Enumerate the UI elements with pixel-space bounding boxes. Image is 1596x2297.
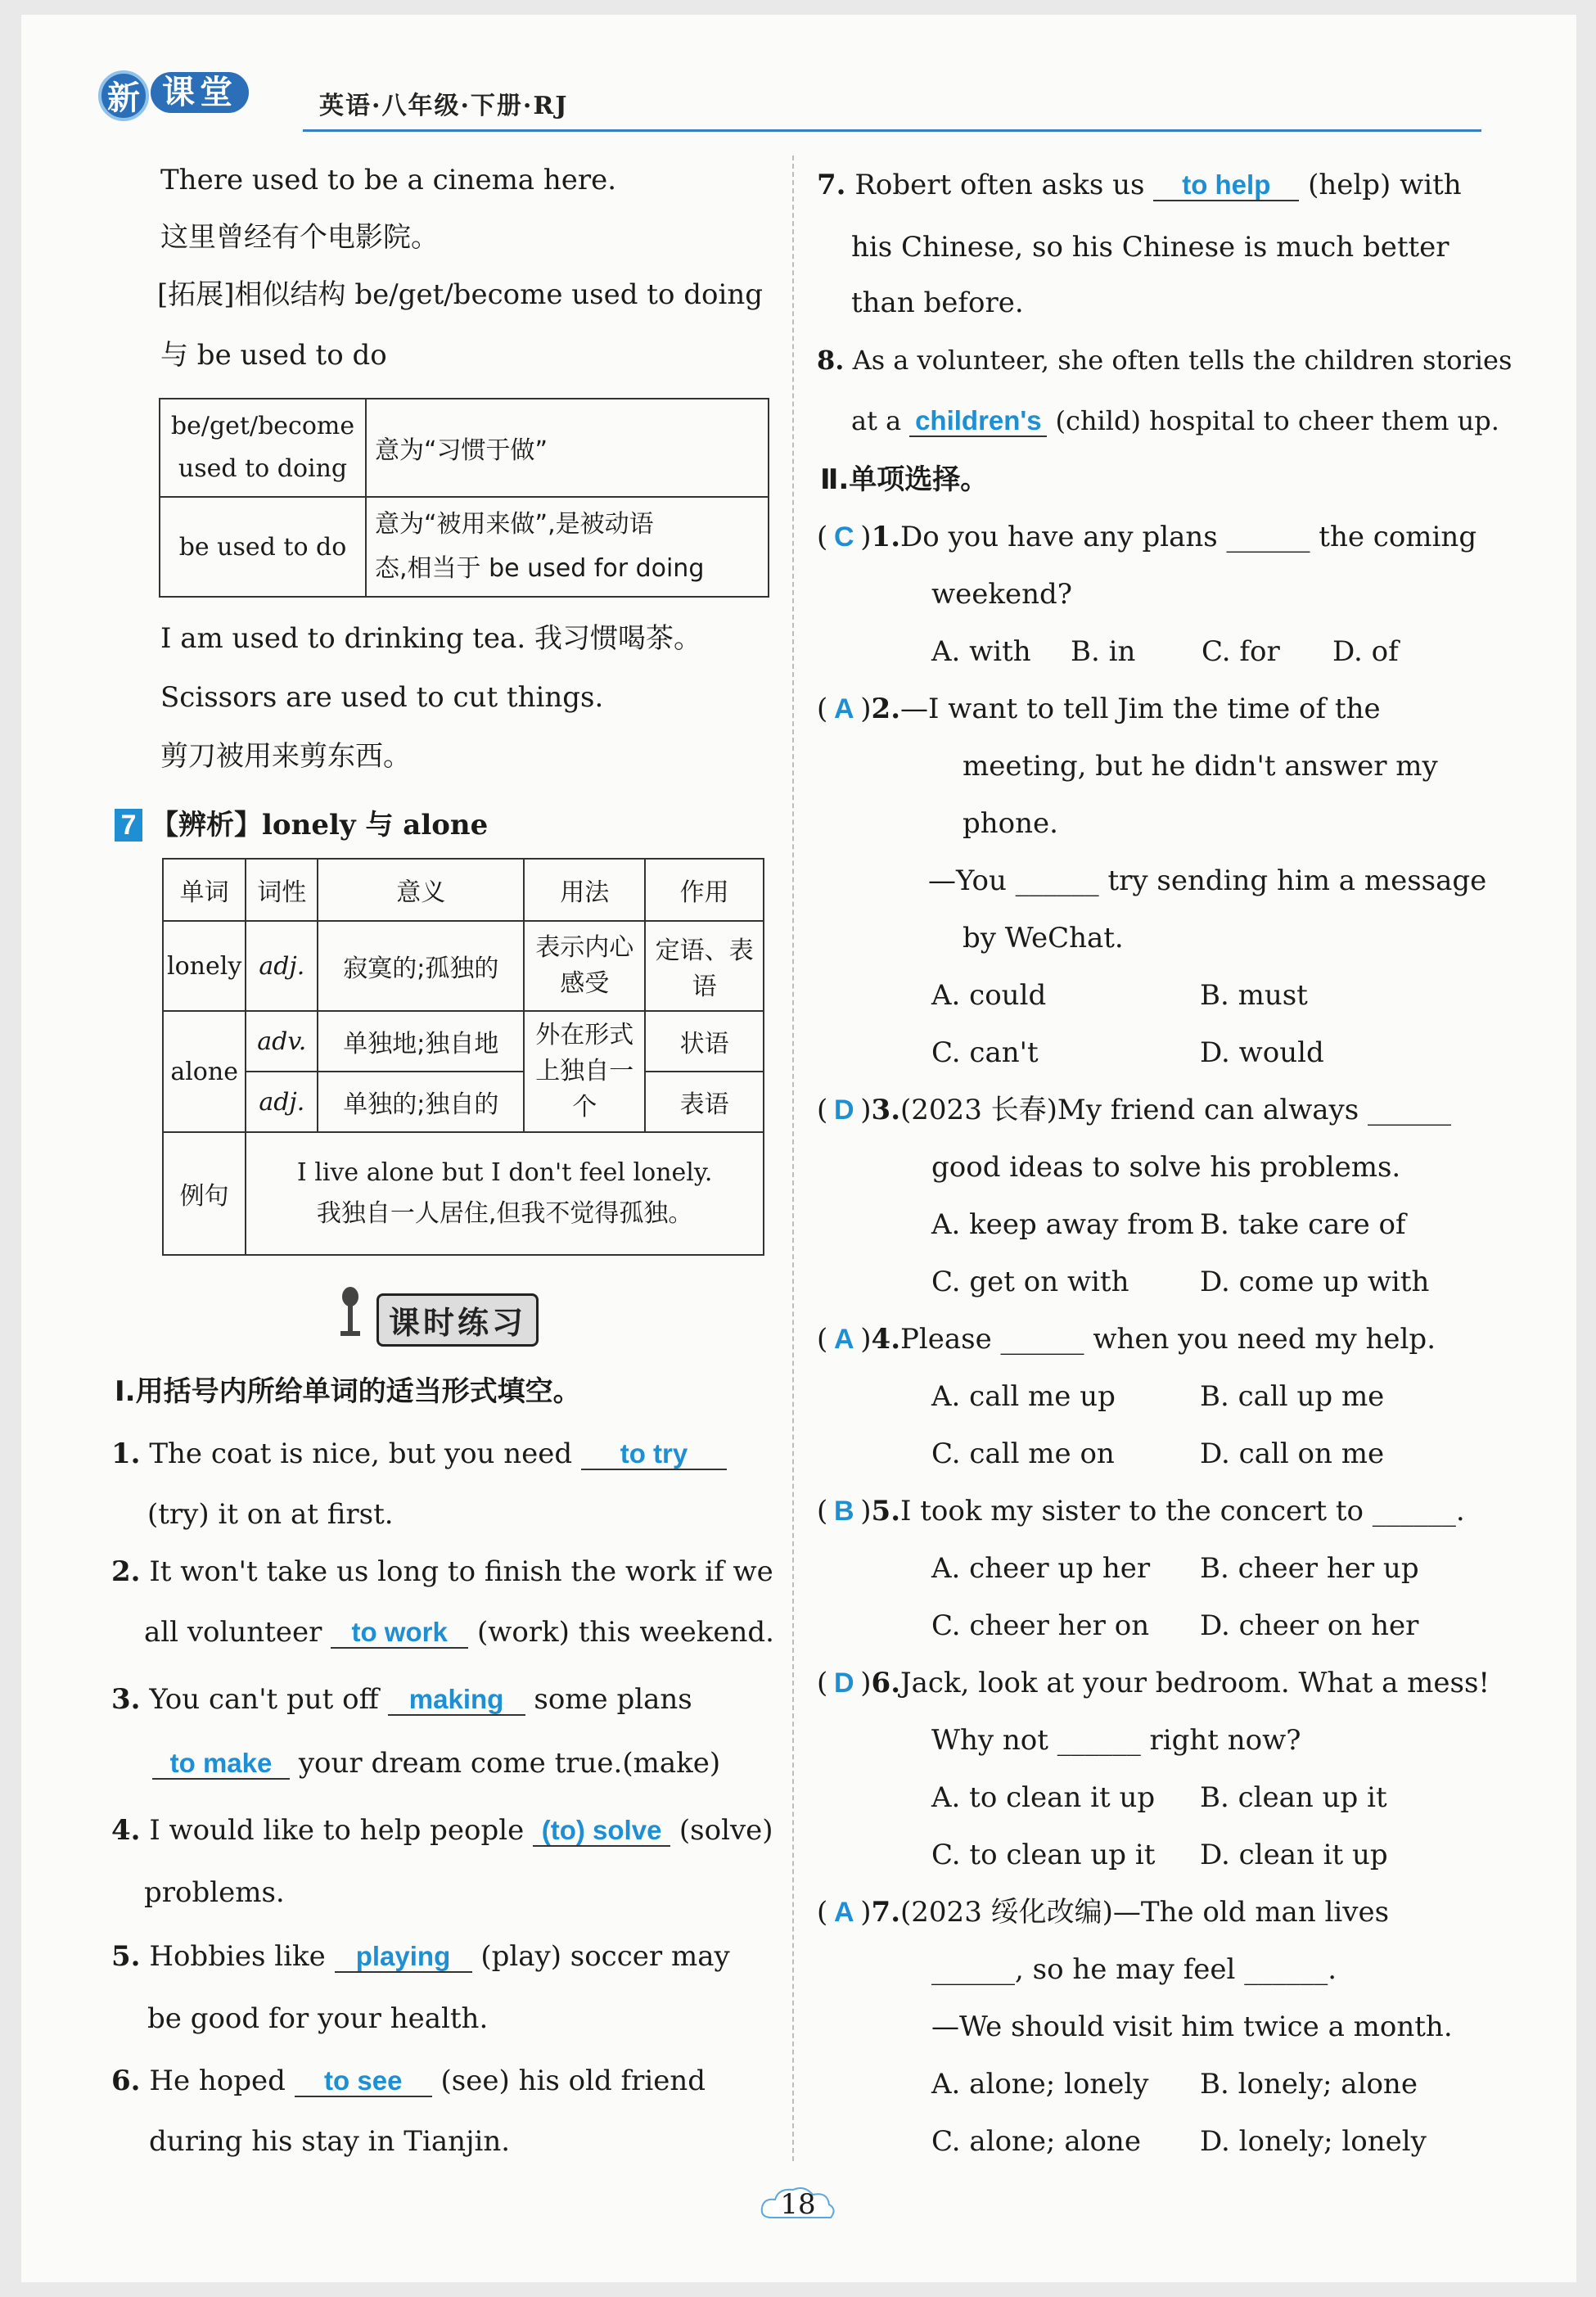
header-cell: 词性: [246, 859, 318, 921]
mc-answer[interactable]: B: [833, 1496, 854, 1527]
question-1: [111, 1437, 727, 1470]
question-text: be good for your health.: [147, 2002, 489, 2035]
question-text: during his stay in Tianjin.: [149, 2125, 511, 2158]
mc-answer[interactable]: D: [833, 1094, 854, 1126]
question-text: I would like to help people: [149, 1814, 525, 1847]
meaning-cell: 寂寞的;孤独的: [318, 921, 524, 1011]
option[interactable]: A. with: [931, 635, 1031, 668]
paren-close: ): [860, 1667, 872, 1699]
example-line: I am used to drinking tea. 我习惯喝茶。: [160, 622, 701, 655]
mc-question: [817, 1323, 1436, 1356]
answer-blank[interactable]: (to) solve: [533, 1816, 670, 1847]
mc-answer[interactable]: C: [833, 521, 854, 553]
option[interactable]: B. clean up it: [1200, 1781, 1387, 1814]
mc-answer[interactable]: A: [833, 1897, 854, 1928]
table-cell-line: 意为“被用来做”,是被动语: [375, 510, 654, 539]
paren-close: ): [860, 693, 872, 725]
option[interactable]: A. cheer up her: [931, 1552, 1151, 1585]
mc-question-line: by WeChat.: [963, 922, 1124, 954]
mc-question-line: —You ______ try sending him a message: [928, 864, 1487, 897]
option[interactable]: B. in: [1071, 635, 1136, 668]
example-label-cell: 例句: [163, 1132, 246, 1255]
question-number: 8.: [817, 345, 845, 376]
option[interactable]: C. for: [1202, 635, 1280, 668]
option[interactable]: C. cheer her on: [931, 1609, 1150, 1642]
question-text: (2023 长春)My friend can always ______: [900, 1094, 1452, 1126]
question-text: [144, 1616, 774, 1649]
option[interactable]: D. would: [1200, 1036, 1324, 1069]
paren-open: (: [817, 1667, 828, 1699]
question-text: He hoped: [149, 2065, 286, 2097]
question-text: than before.: [851, 287, 1024, 319]
paren-open: (: [817, 521, 828, 553]
question-text: The coat is nice, but you need: [149, 1437, 573, 1470]
header: [98, 57, 1481, 139]
practice-banner: [327, 1285, 557, 1343]
section-number: 7: [115, 809, 142, 842]
question-text: (work) this weekend.: [476, 1616, 774, 1649]
mc-question: [817, 693, 1381, 725]
question-number: 6.: [871, 1667, 901, 1699]
page-number-text: 18: [780, 2188, 816, 2221]
paren-close: ): [860, 1094, 872, 1126]
header-cell: 意义: [318, 859, 524, 921]
question-number: 3.: [111, 1683, 141, 1716]
microphone-icon: [336, 1285, 368, 1339]
mc-question: [817, 1667, 1490, 1699]
question-number: 6.: [111, 2065, 141, 2097]
option[interactable]: B. call up me: [1200, 1380, 1385, 1413]
option[interactable]: A. keep away from: [931, 1208, 1194, 1241]
section-7-heading: [115, 802, 488, 842]
question-text: some plans: [534, 1683, 692, 1716]
paren-open: (: [817, 1094, 828, 1126]
answer-blank[interactable]: to try: [581, 1439, 727, 1470]
question-text: problems.: [144, 1876, 285, 1909]
answer-blank[interactable]: to work: [331, 1618, 468, 1649]
question-number: 1.: [871, 521, 901, 553]
mc-question-line: ______, so he may feel ______.: [931, 1953, 1337, 1986]
mc-question: [817, 1896, 1389, 1929]
header-cell: 单词: [163, 859, 246, 921]
question-text: It won't take us long to finish the work if we: [149, 1555, 773, 1588]
lonely-alone-table: [162, 858, 764, 1256]
question-5: [111, 1940, 730, 1973]
table-cell-line: 态,相当于 be used for doing: [375, 554, 705, 583]
paren-open: (: [817, 1323, 828, 1356]
banner-title: 课时练习: [376, 1293, 539, 1347]
question-number: 5.: [871, 1495, 901, 1528]
table-cell: be used to do: [160, 497, 366, 597]
question-text: As a volunteer, she often tells the children stories: [852, 345, 1513, 376]
question-text: Robert often asks us: [854, 169, 1145, 201]
question-number: 3.: [871, 1094, 901, 1126]
word-cell: alone: [163, 1011, 246, 1132]
example-line: Scissors are used to cut things.: [160, 681, 604, 714]
question-text: (try) it on at first.: [147, 1498, 394, 1531]
question-3: [111, 1683, 692, 1716]
option[interactable]: A. could: [931, 979, 1047, 1012]
paren-open: (: [817, 1896, 828, 1929]
mc-question-line: phone.: [963, 807, 1058, 840]
option[interactable]: C. get on with: [931, 1266, 1129, 1298]
mc-question-line: good ideas to solve his problems.: [931, 1151, 1401, 1184]
options-row: [931, 635, 1463, 668]
role-cell: 状语: [645, 1011, 764, 1072]
question-number: 2.: [871, 693, 901, 725]
option[interactable]: C. call me on: [931, 1437, 1115, 1470]
pos-cell: adj.: [246, 921, 318, 1011]
question-text: (play) soccer may: [480, 1940, 730, 1973]
question-number: 2.: [111, 1555, 141, 1588]
answer-blank[interactable]: to help: [1153, 170, 1299, 201]
option[interactable]: D. of: [1332, 635, 1399, 668]
answer-blank[interactable]: playing: [335, 1942, 472, 1973]
paren-close: ): [860, 521, 872, 553]
question-text: all volunteer: [144, 1616, 322, 1649]
role-cell: 表语: [645, 1072, 764, 1132]
paren-open: (: [817, 693, 828, 725]
question-number: 4.: [871, 1323, 901, 1356]
column-divider: [792, 156, 794, 2161]
example-cell: [246, 1132, 764, 1255]
mc-answer[interactable]: A: [833, 1324, 854, 1355]
option[interactable]: A. to clean it up: [931, 1781, 1156, 1814]
word-cell: lonely: [163, 921, 246, 1011]
intro-line: 这里曾经有个电影院。: [160, 221, 439, 254]
header-cell: 作用: [645, 859, 764, 921]
mc-question-line: weekend?: [931, 578, 1072, 611]
paren-open: (: [817, 1495, 828, 1528]
option[interactable]: D. come up with: [1200, 1266, 1430, 1298]
question-text: at a: [851, 405, 902, 436]
option[interactable]: D. cheer on her: [1200, 1609, 1419, 1642]
question-text: I took my sister to the concert to ______.: [900, 1495, 1465, 1528]
answer-blank[interactable]: to make: [152, 1749, 290, 1780]
question-number: 4.: [111, 1814, 141, 1847]
question-7: [817, 169, 1462, 201]
header-rule: [303, 129, 1481, 132]
question-8: [817, 344, 1512, 377]
question-text: his Chinese, so his Chinese is much better: [851, 231, 1449, 264]
question-number: 7.: [871, 1896, 901, 1929]
answer-blank[interactable]: to see: [295, 2066, 432, 2097]
table-cell: [366, 497, 769, 597]
intro-line: 与 be used to do: [160, 339, 387, 372]
question-text: Jack, look at your bedroom. What a mess!: [900, 1667, 1490, 1699]
paren-close: ): [860, 1495, 872, 1528]
mc-question: [817, 1094, 1451, 1126]
role-cell: 定语、表语: [645, 921, 764, 1011]
paren-close: ): [860, 1896, 872, 1929]
table-cell: be/get/become used to doing: [160, 399, 366, 497]
page-number: [757, 2182, 839, 2227]
logo-text: 课堂: [151, 72, 249, 113]
option[interactable]: D. lonely; lonely: [1200, 2125, 1427, 2158]
part-title: Ⅰ.用括号内所给单词的适当形式填空。: [115, 1375, 581, 1408]
question-6: [111, 2065, 706, 2097]
intro-line: There used to be a cinema here.: [160, 164, 617, 196]
question-2: [111, 1555, 773, 1588]
mc-answer[interactable]: D: [833, 1667, 854, 1699]
answer-blank[interactable]: making: [388, 1685, 525, 1716]
question-text: Do you have any plans ______ the coming: [900, 521, 1477, 553]
usage-cell: 外在形式上独自一个: [524, 1011, 645, 1132]
pos-cell: adv.: [246, 1011, 318, 1072]
meaning-cell: 单独地;独自地: [318, 1011, 524, 1072]
question-text: your dream come true.(make): [298, 1747, 721, 1780]
mc-question: [817, 521, 1477, 553]
option[interactable]: C. to clean up it: [931, 1839, 1156, 1871]
option[interactable]: A. call me up: [931, 1380, 1116, 1413]
mc-answer[interactable]: A: [833, 693, 854, 724]
mc-question-line: meeting, but he didn't answer my: [963, 750, 1438, 783]
question-text: (solve): [679, 1814, 773, 1847]
question-text: [152, 1747, 720, 1780]
option[interactable]: C. alone; alone: [931, 2125, 1141, 2158]
table-cell: 意为“习惯于做”: [366, 399, 769, 497]
question-4: [111, 1814, 773, 1847]
question-text: (2023 绥化改编)—The old man lives: [900, 1896, 1390, 1929]
question-number: 5.: [111, 1940, 141, 1973]
option[interactable]: B. must: [1200, 979, 1308, 1012]
example-en: I live alone but I don't feel lonely.: [296, 1158, 713, 1187]
option[interactable]: D. clean it up: [1200, 1839, 1388, 1871]
option[interactable]: B. cheer her up: [1200, 1552, 1419, 1585]
intro-line: [拓展]相似结构 be/get/become used to doing: [157, 278, 763, 311]
meaning-cell: 单独的;独自的: [318, 1072, 524, 1132]
used-to-table: [159, 398, 769, 598]
header-cell: 用法: [524, 859, 645, 921]
question-text: (child) hospital to cheer them up.: [1055, 405, 1499, 436]
example-cn: 我独自一人居住,但我不觉得孤独。: [316, 1199, 693, 1228]
pos-cell: adj.: [246, 1072, 318, 1132]
mc-question: [817, 1495, 1465, 1528]
option[interactable]: D. call on me: [1200, 1437, 1385, 1470]
section-title: 【辨析】lonely 与 alone: [151, 809, 489, 842]
logo-mark: 新: [98, 70, 149, 121]
mc-question-line: Why not ______ right now?: [931, 1724, 1301, 1757]
mc-question-line: —We should visit him twice a month.: [931, 2010, 1453, 2043]
question-text: (see) his old friend: [440, 2065, 706, 2097]
part-title: Ⅱ.单项选择。: [820, 463, 989, 496]
question-text: (help) with: [1308, 169, 1462, 201]
answer-blank[interactable]: children's: [909, 406, 1047, 437]
question-text: Hobbies like: [149, 1940, 326, 1973]
example-line: 剪刀被用来剪东西。: [160, 740, 411, 773]
question-text: You can't put off: [149, 1683, 379, 1716]
question-text: Please ______ when you need my help.: [900, 1323, 1436, 1356]
option[interactable]: C. can't: [931, 1036, 1039, 1069]
book-subtitle: 英语·八年级·下册·RJ: [319, 92, 569, 120]
question-number: 7.: [817, 169, 846, 201]
usage-cell: 表示内心感受: [524, 921, 645, 1011]
question-text: —I want to tell Jim the time of the: [900, 693, 1381, 725]
option[interactable]: B. take care of: [1200, 1208, 1406, 1241]
logo: [98, 65, 303, 123]
question-text: [851, 404, 1499, 437]
paren-close: ): [860, 1323, 872, 1356]
option[interactable]: A. alone; lonely: [931, 2068, 1149, 2101]
option[interactable]: B. lonely; alone: [1200, 2068, 1418, 2101]
question-number: 1.: [111, 1437, 141, 1470]
